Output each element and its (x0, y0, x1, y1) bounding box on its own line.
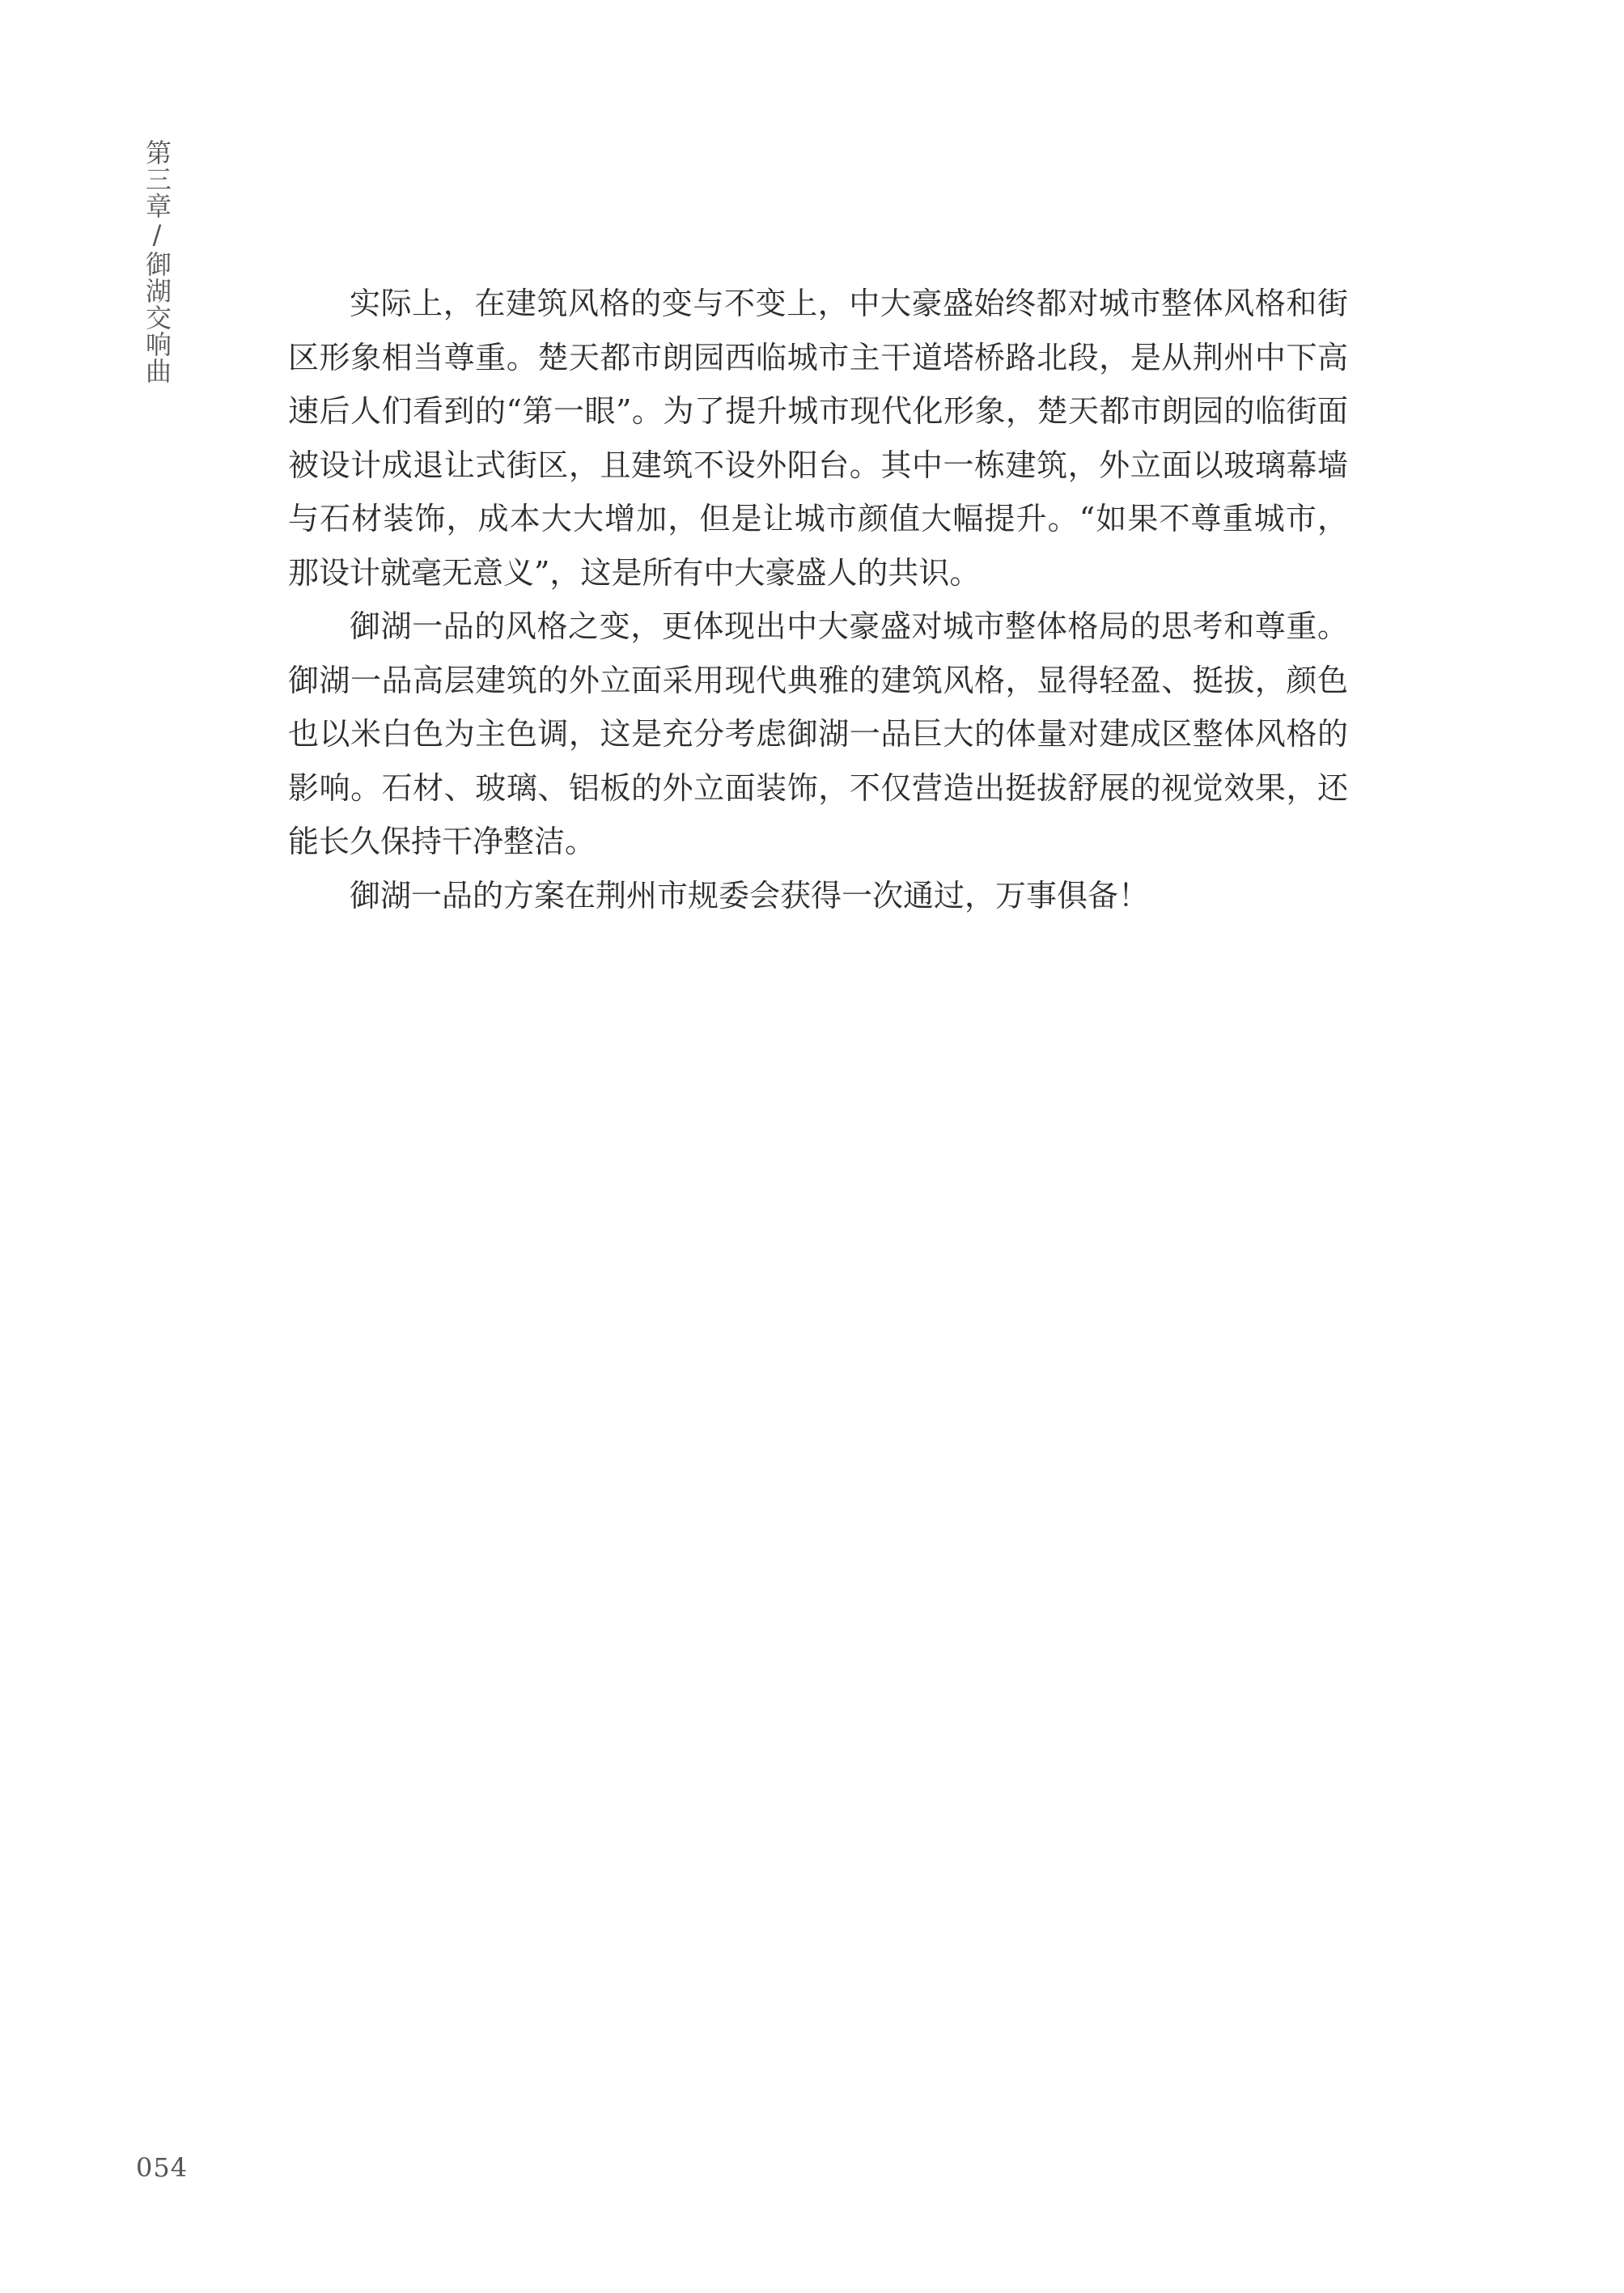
paragraph: 御湖一品的方案在荆州市规委会获得一次通过，万事俱备！ (350, 877, 1150, 913)
running-head-separator: / (142, 219, 172, 251)
body-text (288, 277, 1348, 922)
running-head-title: 御湖交响曲 (142, 251, 172, 384)
running-head-chapter: 第三章 (142, 139, 172, 219)
paragraph: 实际上，在建筑风格的变与不变上，中大豪盛始终都对城市整体风格和街区形象相当尊重。楚天都市朗园西临城市主干道塔桥路北段，是从荆州中下高速后人们看到的“第一眼”。为了提升城市现代化形象，楚天都市朗园的临街面被设计成退让式街区，且建筑不设外阳台。其中一栋建筑，外立面以玻璃幕墙与石材装饰，成本大大增加，但是让城市颜值大幅提升。“如果不尊重城市，那设计就毫无意义”，这是所有中大豪盛人的共识。 (288, 286, 1348, 591)
page-number: 054 (136, 2152, 189, 2183)
running-head (139, 139, 175, 384)
paragraph: 御湖一品的风格之变，更体现出中大豪盛对城市整体格局的思考和尊重。御湖一品高层建筑的外立面采用现代典雅的建筑风格，显得轻盈、挺拔，颜色也以米白色为主色调，这是充分考虑御湖一品巨大的体量对建成区整体风格的影响。石材、玻璃、铝板的外立面装饰，不仅营造出挺拔舒展的视觉效果，还能长久保持干净整洁。 (288, 608, 1348, 859)
